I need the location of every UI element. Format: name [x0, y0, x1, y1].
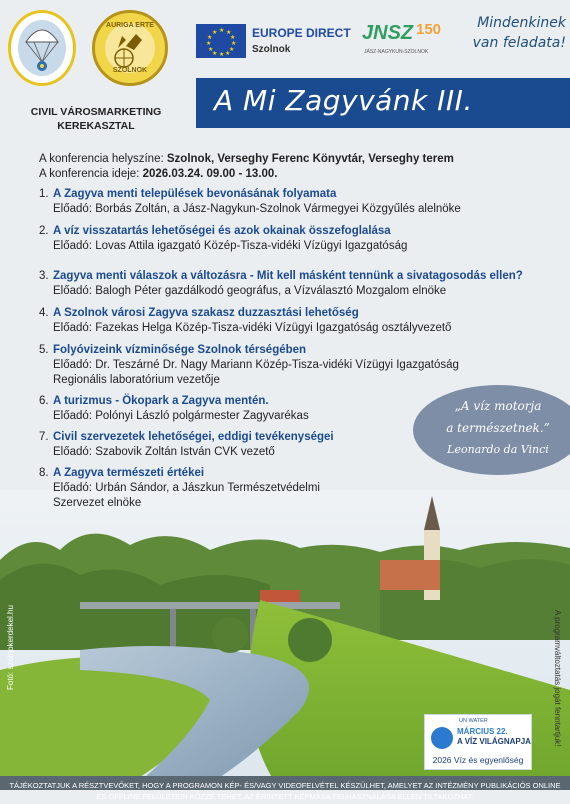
agenda-item: [39, 224, 559, 254]
jnsz-logo-subtitle: JÁSZ-NAGYKUN-SZOLNOK: [364, 49, 429, 55]
water-day-date: MÁRCIUS 22.: [457, 727, 508, 736]
title-banner: [196, 78, 570, 128]
agenda-number: 8.: [39, 467, 49, 479]
slogan: [444, 14, 566, 53]
agenda-item: [39, 394, 419, 424]
civil-line-1: CIVIL VÁROSMARKETING: [30, 106, 162, 118]
agenda-speaker: Előadó: Fazekas Helga Közép-Tisza-vidéki Vízügyi Igazgatóság osztályvezető: [53, 322, 452, 334]
agenda-speaker: Előadó: Borbás Zoltán, a Jász-Nagykun-Szolnok Vármegyei Közgyűlés alelnöke: [53, 203, 461, 215]
agenda-item: [39, 430, 419, 460]
svg-text:★: ★: [206, 40, 212, 47]
conference-info: [39, 152, 454, 182]
da-vinci-quote: [413, 385, 570, 475]
venue-value: Szolnok, Verseghy Ferenc Könyvtár, Verseghy terem: [166, 153, 454, 165]
chariot-icon: [92, 10, 168, 86]
svg-text:★: ★: [219, 27, 225, 34]
agenda-speaker: Előadó: Urbán Sándor, a Jászkun Természetvédelmi: [53, 482, 320, 494]
svg-text:★: ★: [207, 34, 213, 41]
program-change-note: A programváltoztatás jogát fenntartjuk!: [553, 610, 562, 747]
conference-title: A Mi Zagyvánk III.: [214, 84, 473, 117]
agenda-item: [39, 269, 559, 299]
europe-direct-label: EUROPE DIRECT: [252, 26, 351, 40]
svg-text:★: ★: [212, 50, 218, 57]
water-day-name: A VÍZ VILÁGNAPJA: [457, 737, 531, 746]
agenda-number: 1.: [39, 188, 49, 200]
svg-text:★: ★: [219, 51, 225, 58]
civil-line-2: KEREKASZTAL: [57, 119, 135, 132]
agenda-number: 4.: [39, 307, 49, 319]
agenda-speaker-role: Regionális laboratórium vezetője: [53, 374, 220, 386]
agenda-item: [39, 187, 559, 217]
water-drop-icon: [431, 727, 453, 749]
venue-label: A konferencia helyszíne:: [39, 153, 164, 165]
auriga-logo: [92, 10, 168, 86]
svg-text:★: ★: [212, 29, 218, 36]
water-day-theme: 2026 Víz és egyenlőség: [432, 755, 524, 765]
agenda-speaker: Előadó: Lovas Attila igazgató Közép-Tisza-vidéki Vízügyi Igazgatóság: [53, 240, 408, 252]
agenda-speaker: Előadó: Balogh Péter gazdálkodó geográfus, a Vízválasztó Mozgalom elnöke: [53, 285, 447, 297]
slogan-line-2: van feladata!: [472, 34, 566, 51]
agenda-title: A Zagyva természeti értékei: [53, 467, 205, 479]
svg-text:★: ★: [230, 34, 236, 41]
agenda-title: A turizmus - Ökopark a Zagyva mentén.: [53, 395, 269, 407]
svg-text:★: ★: [231, 40, 237, 47]
agenda-speaker: Előadó: Polónyi László polgármester Zagyvarékas: [53, 410, 309, 422]
parachute-logo: [8, 10, 76, 86]
svg-text:★: ★: [225, 50, 231, 57]
auriga-logo-bottom-text: SZOLNOK: [112, 67, 148, 74]
agenda-item: [39, 466, 419, 511]
parachute-icon: [8, 10, 76, 86]
agenda-number: 5.: [39, 344, 49, 356]
agenda-number: 7.: [39, 431, 49, 443]
jnsz150-logo: [362, 20, 442, 60]
agenda-number: 2.: [39, 225, 49, 237]
agenda-speaker-role: Szervezet elnöke: [53, 497, 142, 509]
svg-text:★: ★: [208, 46, 214, 53]
svg-text:★: ★: [226, 29, 232, 36]
jnsz-logo-number: 150: [416, 21, 442, 38]
civil-roundtable-label: [6, 106, 186, 133]
agenda-title: Civil szervezetek lehetőségei, eddigi tevékenységei: [53, 431, 334, 443]
agenda-number: 6.: [39, 395, 49, 407]
agenda-title: A Szolnok városi Zagyva szakasz duzzasztási lehetőség: [53, 307, 359, 319]
agenda-title: Zagyva menti válaszok a változásra - Mit kell másként tennünk a sivatagosodás ellen?: [53, 270, 523, 282]
agenda-speaker: Előadó: Dr. Teszárné Dr. Nagy Mariann Közép-Tisza-vidéki Vízügyi Igazgatóság: [53, 359, 459, 371]
agenda-title: A Zagyva menti települések bevonásának folyamata: [53, 188, 337, 200]
agenda-title: A víz visszatartás lehetőségei és azok okainak összefoglalása: [53, 225, 391, 237]
footer-disclaimer: TÁJÉKOZTATJUK A RÉSZTVEVŐKET, HOGY A PROGRAMON KÉP- ÉS/VAGY VIDEOFELVÉTEL KÉSZÜLHET, AMELYET AZ INTÉZMÉNY PUBLIKÁCIÓS ONLINE ÉS OFFLINE FELÜLETEIN KÖZZÉ TEHET. AZ ÉRINTETT KÉPMÁSA FELHASZNÁLÁSA ELLEN TILTAKOZHAT.: [9, 781, 561, 801]
quote-author: Leonardo da Vinci: [447, 443, 549, 456]
venue-line: [39, 152, 454, 167]
agenda-item: [39, 306, 559, 336]
agenda-title: Folyóvizeink vízminősége Szolnok térségében: [53, 344, 307, 356]
quote-line-1: „A víz motorja: [454, 399, 542, 413]
date-value: 2026.03.24. 09.00 - 13.00.: [142, 168, 278, 180]
eu-flag-icon: [196, 24, 246, 58]
world-water-day-badge: [424, 714, 532, 770]
slogan-line-1: Mindenkinek: [477, 15, 566, 31]
jnsz-logo-text: JNSZ: [362, 22, 414, 44]
quote-line-2: a természetnek.”: [446, 421, 550, 435]
photo-credit: Fotó: szolnokerdekel.hu: [6, 605, 15, 690]
un-water-label: UN WATER: [459, 718, 488, 724]
agenda-speaker: Előadó: Szabovik Zoltán István CVK vezető: [53, 446, 275, 458]
agenda-item: [39, 343, 559, 388]
date-line: [39, 167, 454, 182]
date-label: A konferencia ideje:: [39, 168, 140, 180]
europe-direct-city: Szolnok: [252, 44, 291, 55]
auriga-logo-top-text: AURIGA ERTE: [106, 22, 154, 29]
agenda-number: 3.: [39, 270, 49, 282]
svg-text:★: ★: [229, 46, 235, 53]
eu-stars-icon: [196, 24, 246, 58]
